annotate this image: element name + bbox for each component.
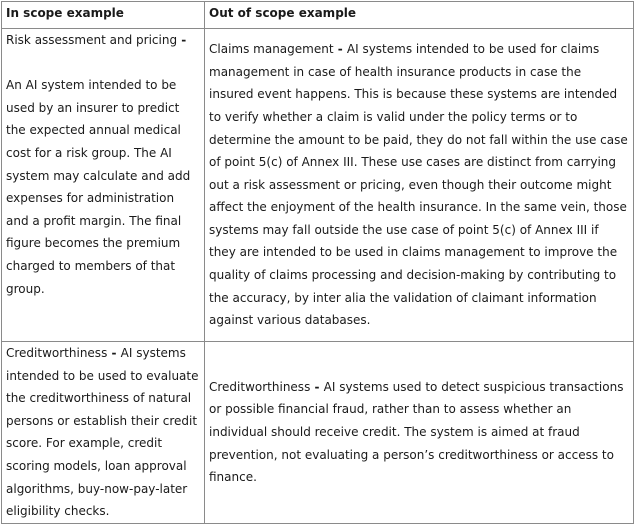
in-scope-title: Risk assessment and pricing xyxy=(6,33,178,47)
title-separator: - xyxy=(107,346,121,360)
in-scope-body: An AI system intended to be used by an insurer to predict the expected annual medical cost for a risk group. The AI system may calculate and add expenses for administration and a profit margin. The final figure becomes the premium charged to members of that group. xyxy=(6,78,191,296)
out-of-scope-body: AI systems used to detect suspicious transactions or possible financial fraud, rather than to assess whether an individual should receive credit. The system is aimed at fraud prevention, not evaluating a person’s creditworthiness or access to finance. xyxy=(209,379,624,485)
out-of-scope-body: AI systems intended to be used for claims management in case of health insurance products in case the insured event happens. This is because these systems are intended to verify whether a claim is valid under the policy terms or to determine the amount to be paid, they do not fall within the use case of point 5(c) of Annex III. These use cases are distinct from carrying out a risk assessment or pricing, even though their outcome might affect the enjoyment of the health insurance. In the same vein, those systems may fall outside the use case of point 5(c) of Annex III if they are intended to be used in claims management to improve the quality of claims processing and decision-making by contributing to the accuracy, by inter alia the validation of claimant information against various databases. xyxy=(209,42,628,328)
out-of-scope-cell xyxy=(205,29,634,342)
paragraph-gap xyxy=(6,52,200,75)
scope-examples-table xyxy=(1,1,634,524)
table-header-row xyxy=(2,2,634,29)
out-of-scope-title: Claims management xyxy=(209,42,334,57)
header-out-of-scope: Out of scope example xyxy=(205,2,634,29)
header-in-scope: In scope example xyxy=(2,2,205,29)
out-of-scope-title: Creditworthiness xyxy=(209,379,311,394)
table-row xyxy=(2,29,634,342)
title-separator: - xyxy=(177,33,187,47)
table-row xyxy=(2,342,634,524)
title-separator: - xyxy=(310,379,324,394)
out-of-scope-cell xyxy=(205,342,634,524)
in-scope-cell xyxy=(2,342,205,524)
in-scope-cell xyxy=(2,29,205,342)
title-separator: - xyxy=(333,42,347,57)
in-scope-title: Creditworthiness xyxy=(6,346,108,360)
in-scope-body: AI systems intended to be used to evaluate the creditworthiness of natural persons or establish their credit score. For example, credit scoring models, loan approval algorithms, buy-now-pay-later eligibility checks. xyxy=(6,346,199,519)
